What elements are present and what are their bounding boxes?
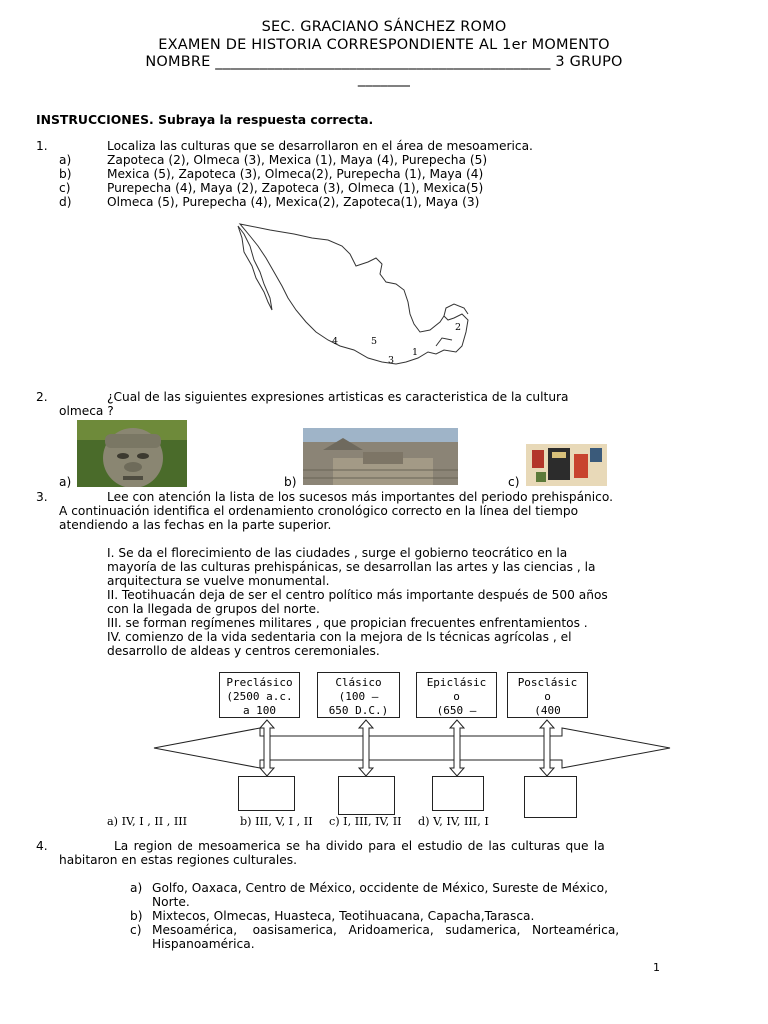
q3-line3: atendiendo a las fechas en la parte superior. <box>59 518 332 532</box>
q1-option-letter: d) <box>59 195 72 209</box>
q3-event-line: con la llegada de grupos del norte. <box>107 602 320 616</box>
q1-option-a[interactable]: Zapoteca (2), Olmeca (3), Mexica (1), Maya (4), Purepecha (5) <box>107 153 488 167</box>
teotihuacan-image[interactable] <box>303 428 458 485</box>
q2-option-a[interactable]: a) <box>59 475 72 489</box>
period-date: (100 – <box>338 690 379 703</box>
mexico-map <box>230 222 475 370</box>
period-date: o <box>453 690 460 703</box>
q4-option-letter: a) <box>130 881 143 895</box>
period-date: 650 D.C.) <box>328 704 389 717</box>
period-box-preclasico <box>219 672 300 718</box>
q2-text: ¿Cual de las siguientes expresiones artisticas es caracteristica de la cultura <box>107 390 569 404</box>
codex-image[interactable] <box>526 444 607 486</box>
q2-option-c[interactable]: c) <box>508 475 520 489</box>
q1-text: Localiza las culturas que se desarrollaron en el área de mesoamerica. <box>107 139 533 153</box>
q3-option-d[interactable]: d) V, IV, III, I <box>418 815 489 828</box>
q1-option-d[interactable]: Olmeca (5), Purepecha (4), Mexica(2), Zapoteca(1), Maya (3) <box>107 195 480 209</box>
q1-option-letter: b) <box>59 167 72 181</box>
map-label: 4 <box>332 336 339 347</box>
q3-event-line: III. se forman regímenes militares , que propician frecuentes enfrentamientos . <box>107 616 588 630</box>
q4-line2: habitaron en estas regiones culturales. <box>59 853 297 867</box>
q4-option-a-cont[interactable]: Norte. <box>152 895 190 909</box>
period-date: (2500 a.c. <box>226 690 293 703</box>
q4-number: 4. <box>36 839 48 853</box>
q3-option-a[interactable]: a) IV, I , II , III <box>107 815 188 828</box>
q2-option-b[interactable]: b) <box>284 475 297 489</box>
q4-option-c-cont[interactable]: Hispanoamérica. <box>152 937 255 951</box>
map-label: 3 <box>388 355 395 366</box>
q3-event-line: desarrollo de aldeas y centros ceremoniales. <box>107 644 380 658</box>
answer-box[interactable] <box>524 776 577 818</box>
q3-option-c[interactable]: c) I, III, IV, II <box>329 815 402 828</box>
map-label: 5 <box>371 336 378 347</box>
answer-box[interactable] <box>432 776 484 811</box>
period-box-clasico <box>317 672 400 718</box>
olmec-head-image[interactable] <box>77 420 187 487</box>
period-name: Epiclásic <box>426 676 487 689</box>
page-number: 1 <box>653 961 660 974</box>
school-title: SEC. GRACIANO SÁNCHEZ ROMO <box>261 19 507 35</box>
period-date: (650 – <box>436 704 477 717</box>
period-date: o <box>544 690 551 703</box>
period-box-posclasico <box>507 672 588 718</box>
q1-option-c[interactable]: Purepecha (4), Maya (2), Zapoteca (3), Olmeca (1), Mexica(5) <box>107 181 484 195</box>
q1-option-letter: a) <box>59 153 72 167</box>
q3-event-line: II. Teotihuacán deja de ser el centro político más importante después de 500 años <box>107 588 608 602</box>
period-name: Preclásico <box>226 676 293 689</box>
period-date: (400 <box>534 704 561 717</box>
period-box-epiclasico <box>416 672 497 718</box>
q3-option-b[interactable]: b) III, V, I , II <box>240 815 313 828</box>
q2-text-cont: olmeca ? <box>59 404 114 418</box>
q4-option-letter: b) <box>130 909 143 923</box>
q1-option-letter: c) <box>59 181 71 195</box>
q3-event-line: IV. comienzo de la vida sedentaria con la mejora de ls técnicas agrícolas , el <box>107 630 572 644</box>
q3-event-line: arquitectura se vuelve monumental. <box>107 574 330 588</box>
instructions: INSTRUCCIONES. Subraya la respuesta correcta. <box>36 112 374 127</box>
q1-number: 1. <box>36 139 48 153</box>
q4-option-c[interactable]: Mesoamérica, oasisamerica, Aridoamerica, sudamerica, Norteamérica, <box>152 923 620 937</box>
period-name: Clásico <box>335 676 382 689</box>
q3-line2: A continuación identifica el ordenamiento cronológico correcto en la línea del tiempo <box>59 504 579 518</box>
group-blank: _______ <box>357 71 411 87</box>
answer-box[interactable] <box>238 776 295 811</box>
q4-line1: La region de mesoamerica se ha divido para el estudio de las culturas que la <box>114 839 605 853</box>
q4-option-letter: c) <box>130 923 142 937</box>
q1-option-b[interactable]: Mexica (5), Zapoteca (3), Olmeca(2), Purepecha (1), Maya (4) <box>107 167 484 181</box>
period-name: Posclásic <box>517 676 578 689</box>
map-label: 1 <box>412 347 419 358</box>
q3-number: 3. <box>36 490 48 504</box>
q3-line1: Lee con atención la lista de los sucesos más importantes del periodo prehispánico. <box>107 490 613 504</box>
q4-option-a[interactable]: Golfo, Oaxaca, Centro de México, occidente de México, Sureste de México, <box>152 881 608 895</box>
exam-title: EXAMEN DE HISTORIA CORRESPONDIENTE AL 1er MOMENTO <box>158 37 610 53</box>
period-date: a 100 <box>242 704 277 717</box>
q4-option-b[interactable]: Mixtecos, Olmecas, Huasteca, Teotihuacana, Capacha,Tarasca. <box>152 909 535 923</box>
q3-event-line: mayoría de las culturas prehispánicas, se desarrollan las artes y las ciencias , la <box>107 560 596 574</box>
name-line: NOMBRE _____________________________________________ 3 GRUPO <box>145 54 623 70</box>
map-label: 2 <box>455 322 462 333</box>
answer-box[interactable] <box>338 776 395 815</box>
q3-event-line: I. Se da el florecimiento de las ciudades , surge el gobierno teocrático en la <box>107 546 568 560</box>
q2-number: 2. <box>36 390 48 404</box>
